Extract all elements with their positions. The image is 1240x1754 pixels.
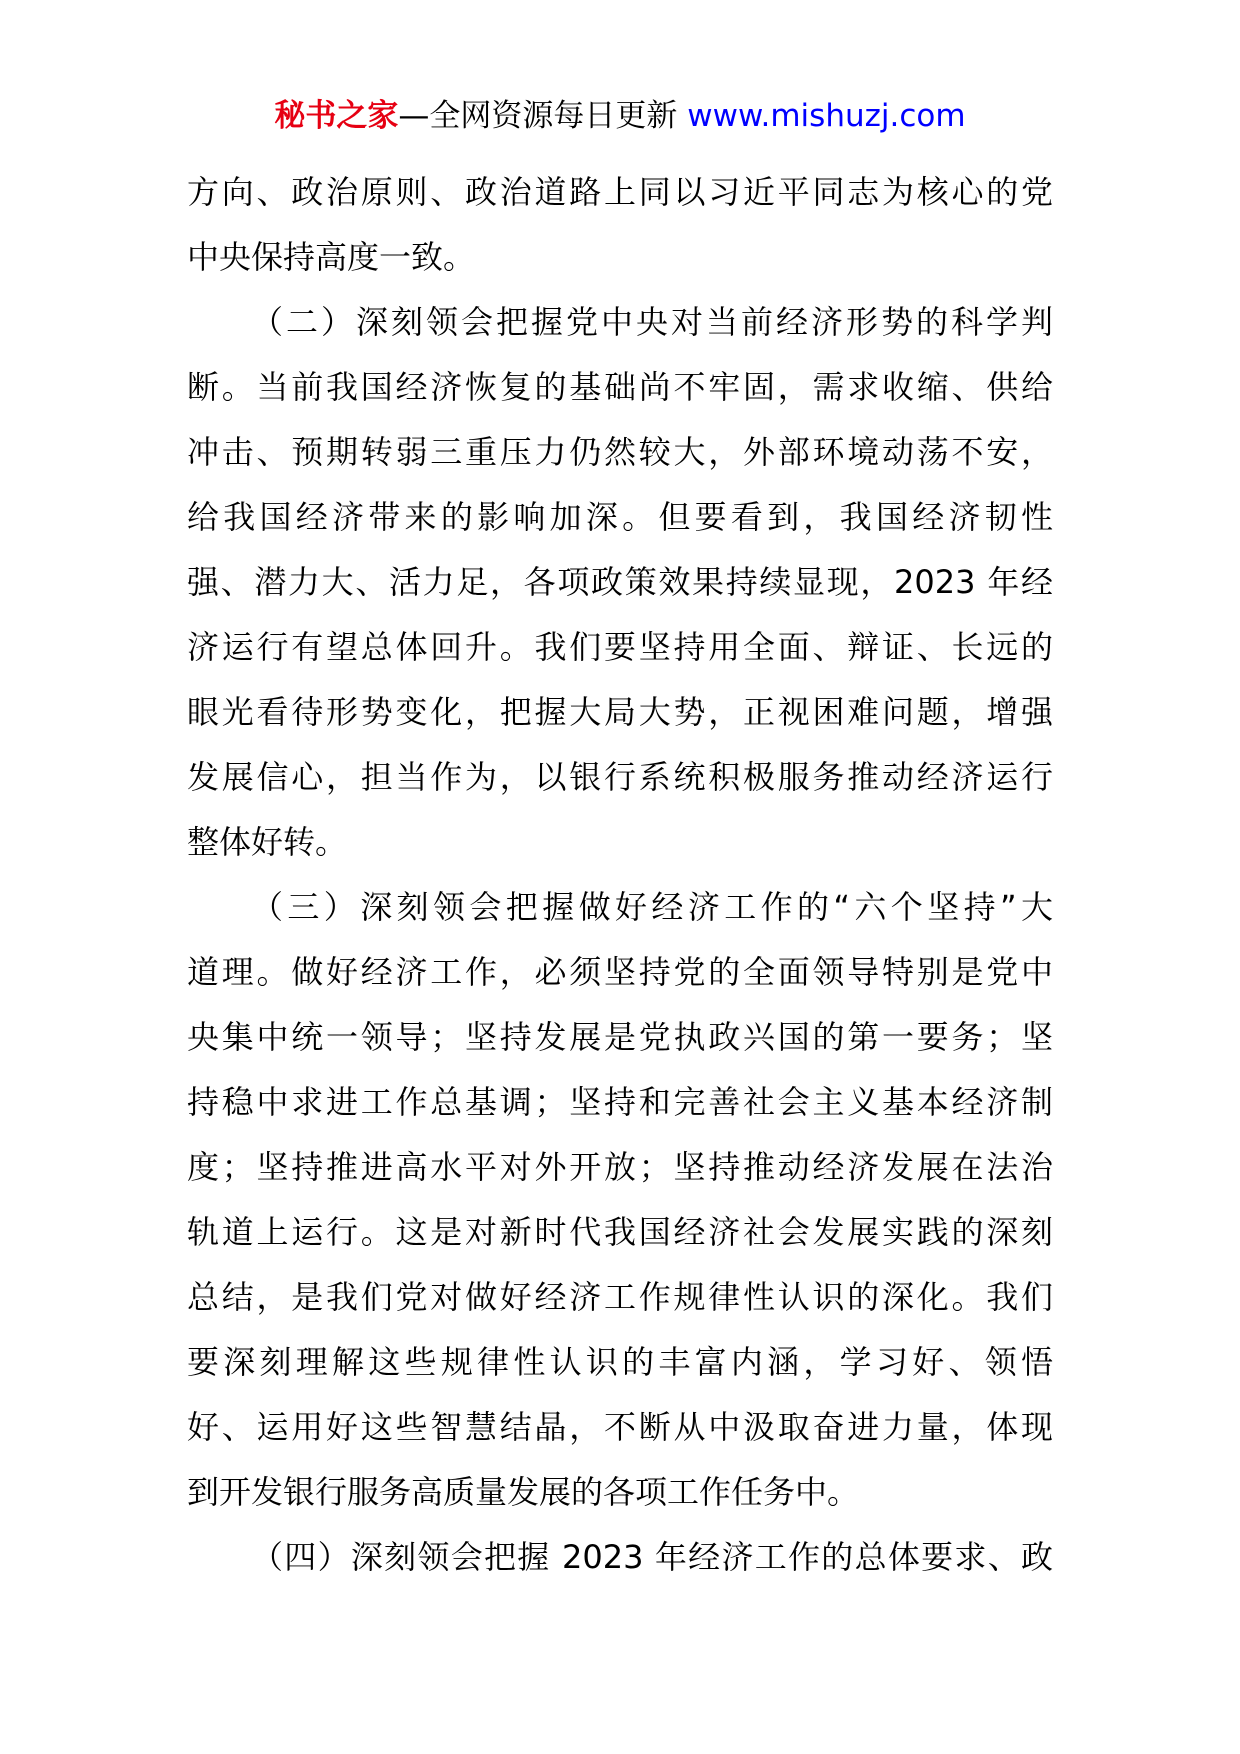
text-line: （四）深刻领会把握 2023 年经济工作的总体要求、政 (251, 1538, 1053, 1576)
text-line: 到开发银行服务高质量发展的各项工作任务中。 (187, 1473, 860, 1511)
text-line: 济运行有望总体回升。我们要坚持用全面、辩证、长远的 (187, 628, 1053, 666)
text-line: 给我国经济带来的影响加深。但要看到，我国经济韧性 (187, 498, 1053, 536)
text-line: 强、潜力大、活力足，各项政策效果持续显现，2023 年经 (187, 563, 1053, 601)
text-line: 方向、政治原则、政治道路上同以习近平同志为核心的党 (187, 173, 1053, 211)
text-line: 度；坚持推进高水平对外开放；坚持推动经济发展在法治 (187, 1148, 1053, 1186)
text-line: 持稳中求进工作总基调；坚持和完善社会主义基本经济制 (187, 1083, 1053, 1121)
text-line: （二）深刻领会把握党中央对当前经济形势的科学判 (251, 303, 1053, 341)
text-line: 要深刻理解这些规律性认识的丰富内涵，学习好、领悟 (187, 1343, 1053, 1381)
text-line: （三）深刻领会把握做好经济工作的“六个坚持”大 (251, 888, 1053, 926)
text-line: 整体好转。 (187, 823, 348, 861)
text-line: 央集中统一领导；坚持发展是党执政兴国的第一要务；坚 (187, 1018, 1053, 1056)
site-header (0, 96, 1240, 136)
text-line: 发展信心，担当作为，以银行系统积极服务推动经济运行 (187, 758, 1053, 796)
text-line: 中央保持高度一致。 (187, 238, 476, 276)
site-tagline: —全网资源每日更新 (398, 98, 678, 134)
site-url-link[interactable]: www.mishuzj.com (687, 98, 966, 134)
text-line: 冲击、预期转弱三重压力仍然较大，外部环境动荡不安， (187, 433, 1053, 471)
site-brand: 秘书之家 (274, 98, 399, 134)
text-line: 断。当前我国经济恢复的基础尚不牢固，需求收缩、供给 (187, 368, 1053, 406)
text-line: 道理。做好经济工作，必须坚持党的全面领导特别是党中 (187, 953, 1053, 991)
text-line: 轨道上运行。这是对新时代我国经济社会发展实践的深刻 (187, 1213, 1053, 1251)
text-line: 总结，是我们党对做好经济工作规律性认识的深化。我们 (187, 1278, 1053, 1316)
document-body (187, 160, 1053, 1590)
text-line: 好、运用好这些智慧结晶，不断从中汲取奋进力量，体现 (187, 1408, 1053, 1446)
text-line: 眼光看待形势变化，把握大局大势，正视困难问题，增强 (187, 693, 1053, 731)
